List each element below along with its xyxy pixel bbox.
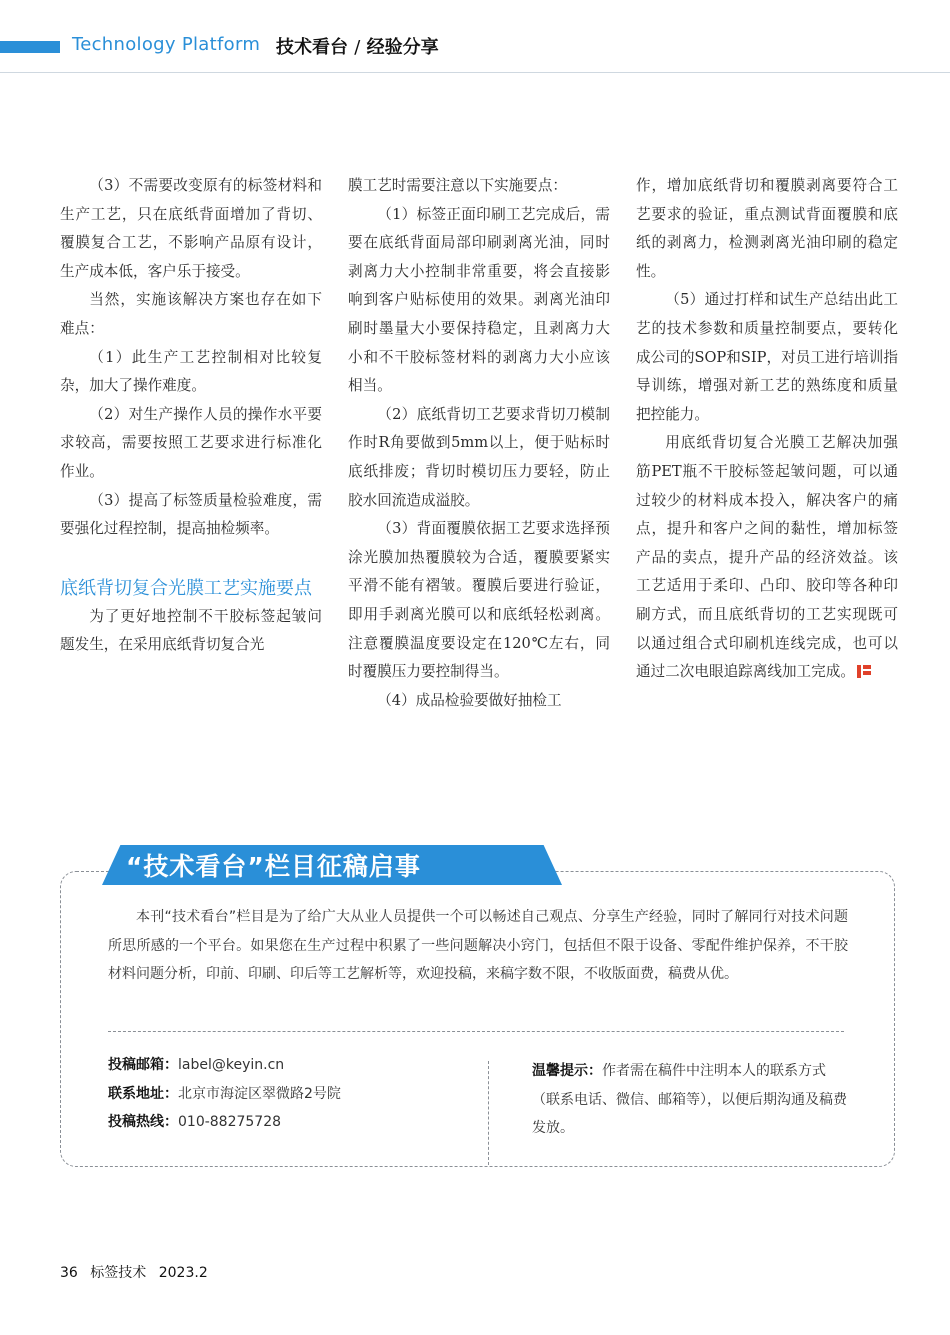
page-footer	[60, 1262, 216, 1282]
section-heading: 底纸背切复合光膜工艺实施要点	[60, 577, 312, 599]
paragraph	[636, 429, 898, 686]
paragraph: （2）底纸背切工艺要求背切刀模制作时R角要做到5mm以上，便于贴标时底纸排废；背切时模切压力要轻，防止胶水回流造成溢胶。	[348, 405, 610, 509]
closing-paragraph-text: 用底纸背切复合光膜工艺解决加强筋PET瓶不干胶标签起皱问题，可以通过较少的材料成本投入，解决客户的痛点，提升和客户之间的黏性，增加标签产品的卖点，提升产品的经济效益。该工艺适用于柔印、凸印、胶印等各种印刷方式，而且底纸背切的工艺实现既可以通过组合式印刷机连线完成，也可以通过二次电眼追踪离线加工完成。	[636, 434, 898, 681]
header-separator: /	[354, 37, 361, 58]
paragraph: （4）成品检验要做好抽检工	[377, 691, 562, 709]
paragraph: （3）背面覆膜依据工艺要求选择预涂光膜加热覆膜较为合适，覆膜要紧实平滑不能有褶皱。覆膜后要进行验证，即用手剥离光膜可以和底纸轻松剥离。注意覆膜温度要设定在120℃左右，同时覆膜压力要控制得当。	[348, 520, 610, 681]
header-accent-bar	[0, 41, 60, 53]
cfp-tip-text: 作者需在稿件中注明本人的联系方式（联系电话、微信、邮箱等），以便后期沟通及稿费发放。	[532, 1063, 847, 1136]
article-column-3	[636, 172, 898, 687]
call-for-papers	[60, 845, 895, 1170]
end-mark-icon	[857, 665, 871, 678]
cfp-address-label: 联系地址：	[108, 1085, 178, 1102]
paragraph: （3）提高了标签质量检验难度，需要强化过程控制，提高抽检频率。	[60, 491, 322, 538]
magazine-name: 标签技术	[90, 1265, 147, 1281]
cfp-address: 北京市海淀区翠微路2号院	[178, 1085, 341, 1102]
cfp-tip	[532, 1057, 852, 1143]
cfp-email-row	[108, 1051, 341, 1080]
article-column-1	[60, 172, 322, 660]
paragraph: 为了更好地控制不干胶标签起皱问题发生，在采用底纸背切复合光	[60, 607, 322, 654]
cfp-address-row	[108, 1080, 341, 1109]
header-rule	[0, 72, 950, 73]
cfp-tip-label: 温馨提示：	[532, 1063, 602, 1079]
cfp-email-label: 投稿邮箱：	[108, 1057, 178, 1073]
cfp-email[interactable]: label@keyin.cn	[178, 1057, 285, 1073]
cfp-contact	[108, 1051, 341, 1137]
paragraph: 作，增加底纸背切和覆膜剥离要符合工艺要求的验证，重点测试背面覆膜和底纸的剥离力，检测剥离光油印刷的稳定性。	[636, 177, 898, 280]
spacer	[60, 544, 322, 574]
page-header	[0, 28, 950, 68]
issue-number: 2023.2	[158, 1265, 208, 1281]
article-column-2	[348, 172, 610, 715]
paragraph: （2）对生产操作人员的操作水平要求较高，需要按照工艺要求进行标准化作业。	[60, 405, 322, 480]
cfp-vertical-divider	[488, 1061, 489, 1165]
page-number: 36	[60, 1265, 78, 1281]
cfp-divider	[108, 1031, 844, 1032]
paragraph: 膜工艺时需要注意以下实施要点：	[348, 177, 567, 194]
paragraph: （1）标签正面印刷工艺完成后，需要在底纸背面局部印刷剥离光油，同时剥离力大小控制非常重要，将会直接影响到客户贴标使用的效果。剥离光油印刷时墨量大小要保持稳定，且剥离力大小和不干胶标签材料的剥离力大小应该相当。	[348, 205, 610, 395]
header-cn-section: 技术看台	[276, 37, 348, 58]
cfp-hotline-label: 投稿热线：	[108, 1114, 178, 1130]
header-en-title: Technology Platform	[72, 34, 261, 55]
cfp-hotline: 010-88275728	[178, 1114, 282, 1130]
paragraph: （3）不需要改变原有的标签材料和生产工艺，只在底纸背面增加了背切、覆膜复合工艺，不影响产品原有设计，生产成本低，客户乐于接受。	[60, 177, 322, 280]
paragraph: 当然，实施该解决方案也存在如下难点：	[60, 291, 322, 337]
cfp-hotline-row	[108, 1108, 341, 1137]
cfp-title: “技术看台”栏目征稿启事	[126, 852, 421, 881]
paragraph: （5）通过打样和试生产总结出此工艺的技术参数和质量控制要点，要转化成公司的SOP和SIP，对员工进行培训指导训练，增强对新工艺的熟练度和质量把控能力。	[636, 291, 898, 423]
cfp-body: 本刊“技术看台”栏目是为了给广大从业人员提供一个可以畅述自己观点、分享生产经验，同时了解同行对技术问题所思所感的一个平台。如果您在生产过程中积累了一些问题解决小窍门，包括但不限于设备、零配件维护保养，不干胶材料问题分析，印前、印刷、印后等工艺解析等，欢迎投稿，来稿字数不限，不收版面费，稿费从优。	[108, 909, 848, 982]
header-section	[276, 33, 439, 59]
paragraph: （1）此生产工艺控制相对比较复杂，加大了操作难度。	[60, 348, 322, 395]
header-cn-sub: 经验分享	[366, 37, 439, 58]
